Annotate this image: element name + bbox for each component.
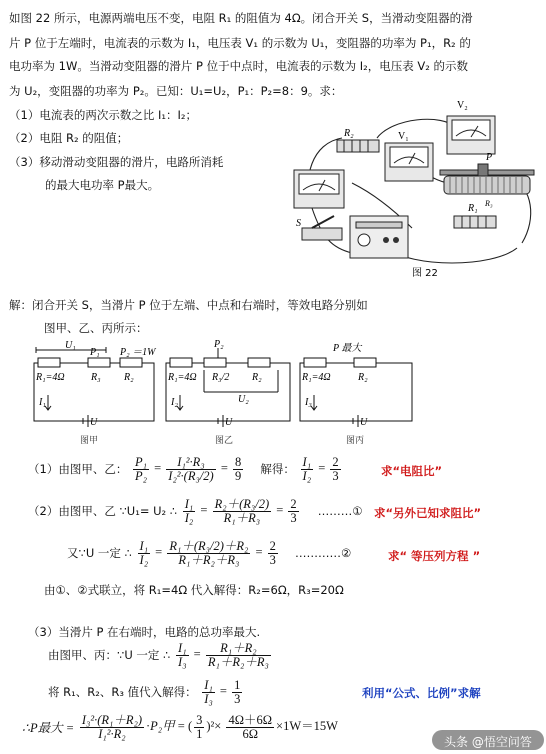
note-formula-ratio: 利用“公式、比例”求解 <box>362 686 481 700</box>
jia-caption: 图甲 <box>80 436 99 446</box>
step-2-circle: ………① <box>317 503 363 518</box>
yi-r2: R₂ <box>252 372 262 383</box>
label-r3: R₃ <box>485 199 493 208</box>
step-3-lead: 由图甲、丙：∵U 一定 ∴ <box>48 647 171 662</box>
step-3-substitute: 将 R₁、R₂、R₃ 值代入解得： <box>48 684 197 699</box>
bing-r2: R₂ <box>358 372 368 383</box>
question-3a: （3）移动滑动变阻器的滑片，电路所消耗 <box>9 155 224 169</box>
bing-caption: 图丙 <box>346 436 365 446</box>
yi-r3: R₃/2 <box>212 372 230 383</box>
bing-i: I₃ <box>305 397 312 408</box>
step-3-final <box>22 714 338 741</box>
step-1-solve: 解得： <box>260 461 295 476</box>
power-supply <box>350 216 408 258</box>
jia-r2: R₂ <box>124 372 134 383</box>
yi-p2: P₂ <box>214 340 224 350</box>
step-3-line-1: （3）当滑片 P 在右端时，电路的总功率最大. <box>28 625 261 639</box>
step-1-result: $\frac{\text{I₁}}{\text{I₂}}$ = $\frac{2}{3}$ <box>302 455 339 483</box>
step-2b-lead: 又∵U 一定 ∴ <box>67 545 132 560</box>
solution-intro-1: 解：闭合开关 S，当滑片 P 位于左端、中点和右端时，等效电路分别如 <box>9 298 368 312</box>
bing-r1: R₁=4Ω <box>302 372 331 383</box>
problem-line-3: 电功率为 1W。当滑动变阻器的滑片 P 位于中点时，电流表的示数为 I₂，电压表 V₂ 的示数 <box>9 59 469 73</box>
step-2b-circle: …………② <box>295 545 352 560</box>
label-r2: R₂ <box>344 128 354 139</box>
yi-u2: U₂ <box>238 394 249 405</box>
jia-i: I₁ <box>39 397 46 408</box>
step-1-lead: （1）由图甲、乙： <box>28 461 128 476</box>
switch <box>302 216 342 240</box>
yi-i: I₂ <box>171 397 178 408</box>
question-2: （2）电阻 R₂ 的阻值； <box>9 131 129 145</box>
step-3-final-lead: ∴P最大 = <box>22 720 75 735</box>
step-3-line-2 <box>48 642 273 669</box>
label-v1: V₁ <box>398 131 409 142</box>
resistor-r1 <box>454 216 496 228</box>
note-other-known: 求“另外已知求阻比” <box>374 506 482 520</box>
circuit-diagrams <box>28 340 468 450</box>
step-3-ratio: $\frac{\text{I₁}}{\text{I₃}}$ = $\frac{1}{3}$ <box>204 678 241 706</box>
step-2-formula: $\frac{\text{I₁}}{\text{I₂}}$ = $\frac{\text{R₂＋(R₃/2)}}{\text{R₁＋R₃}}$ = $\frac{2}{3}$ <box>184 497 297 525</box>
problem-line-1: 如图 22 所示，电源两端电压不变，电阻 R₁ 的阻值为 4Ω。闭合开关 S，当滑动变阻器的滑 <box>9 11 473 25</box>
jia-u1: U₁ <box>65 340 76 351</box>
resistor-r2 <box>337 140 379 152</box>
note-resistance-ratio: 求“电阻比” <box>381 464 443 478</box>
jia-r3: R₃ <box>91 372 101 383</box>
step-3-formula: $\frac{\text{I₁}}{\text{I₃}}$ = $\frac{\text{R₁＋R₂}}{\text{R₁＋R₂＋R₃}}$ <box>178 641 269 669</box>
figure-22-caption: 图 22 <box>412 268 438 279</box>
bing-u: U <box>360 417 368 428</box>
step-2 <box>28 498 363 525</box>
jia-p1: P₁ <box>90 347 100 358</box>
jia-r1: R₁=4Ω <box>36 372 65 383</box>
circuit-yi <box>166 348 290 427</box>
step-2b <box>67 540 351 567</box>
problem-line-4: 为 U₂，变阻器的功率为 P₂。已知：U₁=U₂，P₁：P₂=8：9。求： <box>9 84 343 98</box>
label-v2: V₂ <box>457 100 468 111</box>
step-2-result: 由①、②式联立，将 R₁=4Ω 代入解得：R₂=6Ω，R₃=20Ω <box>44 583 344 597</box>
step-1 <box>28 456 343 483</box>
label-s: S <box>296 218 301 229</box>
rheostat <box>440 164 534 194</box>
apparatus-figure <box>282 98 542 283</box>
yi-r1: R₁=4Ω <box>168 372 197 383</box>
step-2b-formula: $\frac{\text{I₁}}{\text{I₂}}$ = $\frac{\text{R₁＋(R₃/2)＋R₂}}{\text{R₁＋R₂＋R₃}}$ = $\frac{2}{3}$ <box>139 539 276 567</box>
label-r1: R₁ <box>468 203 478 214</box>
note-equal-voltage: 求“ 等压列方程 ” <box>388 549 481 563</box>
jia-p2: P₂ ＝1W <box>120 347 156 358</box>
question-1: （1）电流表的两次示数之比 I₁：I₂； <box>9 108 197 122</box>
step-1-formula: $\frac{\text{P₁}}{\text{P₂}}$ = $\frac{\text{I₁²·R₃}}{\text{I₂²·(R₃/2)}}$ = $\frac{8}{9}$ <box>134 455 242 483</box>
solution-intro-2: 图甲、乙、丙所示： <box>44 321 148 335</box>
watermark-text: 头条 @悟空问答 <box>444 735 532 749</box>
bing-p: P 最大 <box>333 343 362 354</box>
step-2-lead: （2）由图甲、乙 ∵U₁= U₂ ∴ <box>28 503 178 518</box>
voltmeter-v1 <box>385 143 433 181</box>
step-3-line-3 <box>48 679 244 706</box>
step-3-final-formula: $\frac{\text{I₃²·(R₁＋R₂)}}{\text{I₁²·R₂}}$ ·P₂甲 = ( $\frac{3}{1}$ )²× $\frac{4\Omega+6\Omega}{6\Omega}$ ×1W＝15W <box>81 713 338 741</box>
circuit-jia <box>34 347 154 427</box>
question-3b: 的最大电功率 P最大。 <box>45 178 160 192</box>
circuit-bing <box>300 358 412 427</box>
voltmeter-v2 <box>447 116 495 154</box>
problem-line-2: 片 P 位于左端时，电流表的示数为 I₁，电压表 V₁ 的示数为 U₁，变阻器的功率为 P₁，R₂ 的 <box>9 36 471 50</box>
jia-u: U <box>90 417 98 428</box>
label-p: P <box>486 152 493 163</box>
yi-caption: 图乙 <box>215 436 234 446</box>
yi-u: U <box>225 417 233 428</box>
ammeter <box>294 170 344 208</box>
